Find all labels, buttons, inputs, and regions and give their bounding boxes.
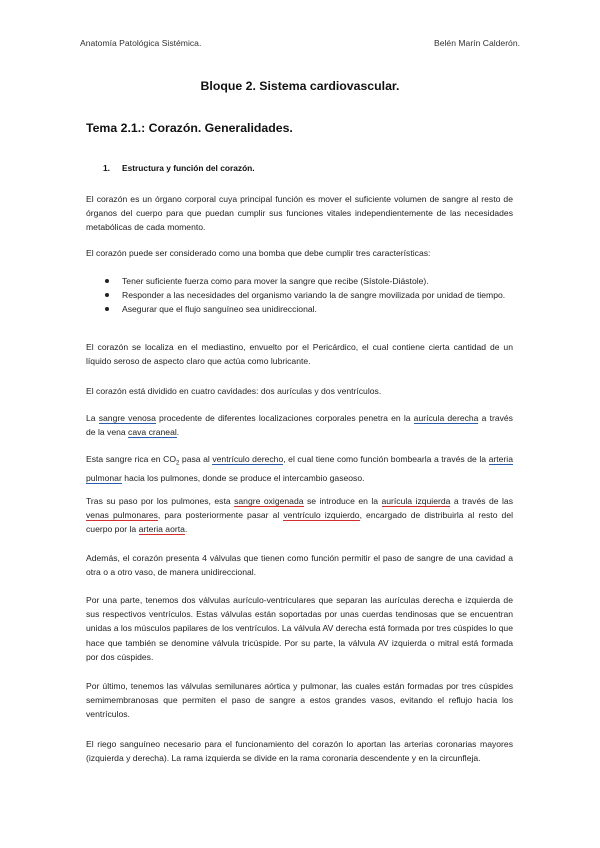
header-course: Anatomía Patológica Sistémica.: [80, 38, 202, 48]
term-auricula-izquierda: aurícula izquierda: [381, 496, 451, 506]
block-title: Bloque 2. Sistema cardiovascular.: [200, 79, 400, 93]
term-cava-craneal: cava craneal: [128, 427, 177, 438]
header-author: Belén Marín Calderón.: [434, 38, 520, 48]
paragraph-venous-blood: La sangre venosa procedente de diferentes localizaciones corporales penetra en la aurícula derecha a través de la vena cava craneal.: [86, 413, 513, 438]
term-ventriculo-derecho: ventrículo derecho: [212, 454, 284, 464]
list-item: Tener suficiente fuerza como para mover la sangre que recibe (Sístole-Diástole).: [103, 274, 513, 288]
section-label: Estructura y función del corazón.: [122, 163, 255, 173]
paragraph-semilunar-valves: Por último, tenemos las válvulas semilunares aórtica y pulmonar, las cuales están formadas por tres cúspides semimembranosas que permiten el paso de sangre a estos grandes vasos, evitando el reflujo hacia los ventrículos.: [86, 681, 513, 720]
paragraph-valves: Además, el corazón presenta 4 válvulas que tienen como función permitir el paso de sangre de una cavidad a otra o a otro vaso, de manera unidireccional.: [86, 553, 513, 578]
term-arteria-aorta: arteria aorta: [138, 524, 185, 535]
paragraph-location: El corazón se localiza en el mediastino, envuelto por el Pericárdico, el cual contiene cierta cantidad de un líquido seroso de aspecto claro que actúa como lubricante.: [86, 342, 513, 367]
term-arteria-pulmonar: arteria pulmonar: [86, 454, 513, 483]
section-heading: [103, 163, 255, 173]
term-sangre-venosa: sangre venosa: [98, 413, 156, 423]
paragraph-oxygenated-blood: Tras su paso por los pulmones, esta sangre oxigenada se introduce en la aurícula izquierda a través de las venas pulmonares, para posteriormente pasar al ventrículo izquierdo, encargado de distribuirla al resto del cuerpo por la arteria aorta.: [86, 496, 514, 535]
paragraph-av-valves: Por una parte, tenemos dos válvulas aurículo-ventriculares que separan las aurículas derecha e izquierda de sus respectivos ventrículos. Estas válvulas están soportadas por unas cuerdas tendinosas que se encuentran unidas a los músculos papilares de los ventrículos. La válvula AV derecha está formada por tres cúspides lo que hace que también se denomine válvula tricúspide. Por su parte, la válvula AV izquierda o mitral está formada por dos cúspides.: [86, 595, 513, 662]
list-item: Responder a las necesidades del organismo variando la de sangre movilizada por unidad de tiempo.: [103, 288, 513, 302]
term-sangre-oxigenada: sangre oxigenada: [234, 496, 304, 506]
paragraph-right-ventricle: Esta sangre rica en $CO_2$ pasa al ventrículo derecho, el cual tiene como función bombearla a través de la arteria pulmonar hacia los pulmones, donde se produce el intercambio gaseoso.: [86, 454, 513, 483]
paragraph-function: El corazón es un órgano corporal cuya principal función es mover el suficiente volumen de sangre al resto de órganos del cuerpo para que puedan cumplir sus funciones vitales independientemente de las necesidades metabólicas de cada momento.: [86, 194, 513, 233]
paragraph-pump: El corazón puede ser considerado como una bomba que debe cumplir tres características:: [86, 248, 431, 258]
topic-title: Tema 2.1.: Corazón. Generalidades.: [86, 121, 293, 135]
term-auricula-derecha: aurícula derecha: [413, 413, 479, 423]
list-item: Asegurar que el flujo sanguíneo sea unidireccional.: [103, 302, 513, 316]
term-ventriculo-izquierdo: ventrículo izquierdo: [283, 510, 360, 521]
paragraph-cavities: El corazón está dividido en cuatro cavidades: dos aurículas y dos ventrículos.: [86, 386, 382, 396]
term-venas-pulmonares: venas pulmonares: [86, 510, 158, 521]
section-number: 1.: [103, 163, 110, 173]
paragraph-coronary: El riego sanguíneo necesario para el funcionamiento del corazón lo aportan las arterias coronarias mayores (izquierda y derecha). La rama izquierda se divide en la rama coronaria descendente y en la circunfleja.: [86, 739, 513, 764]
characteristics-list: [103, 274, 513, 317]
